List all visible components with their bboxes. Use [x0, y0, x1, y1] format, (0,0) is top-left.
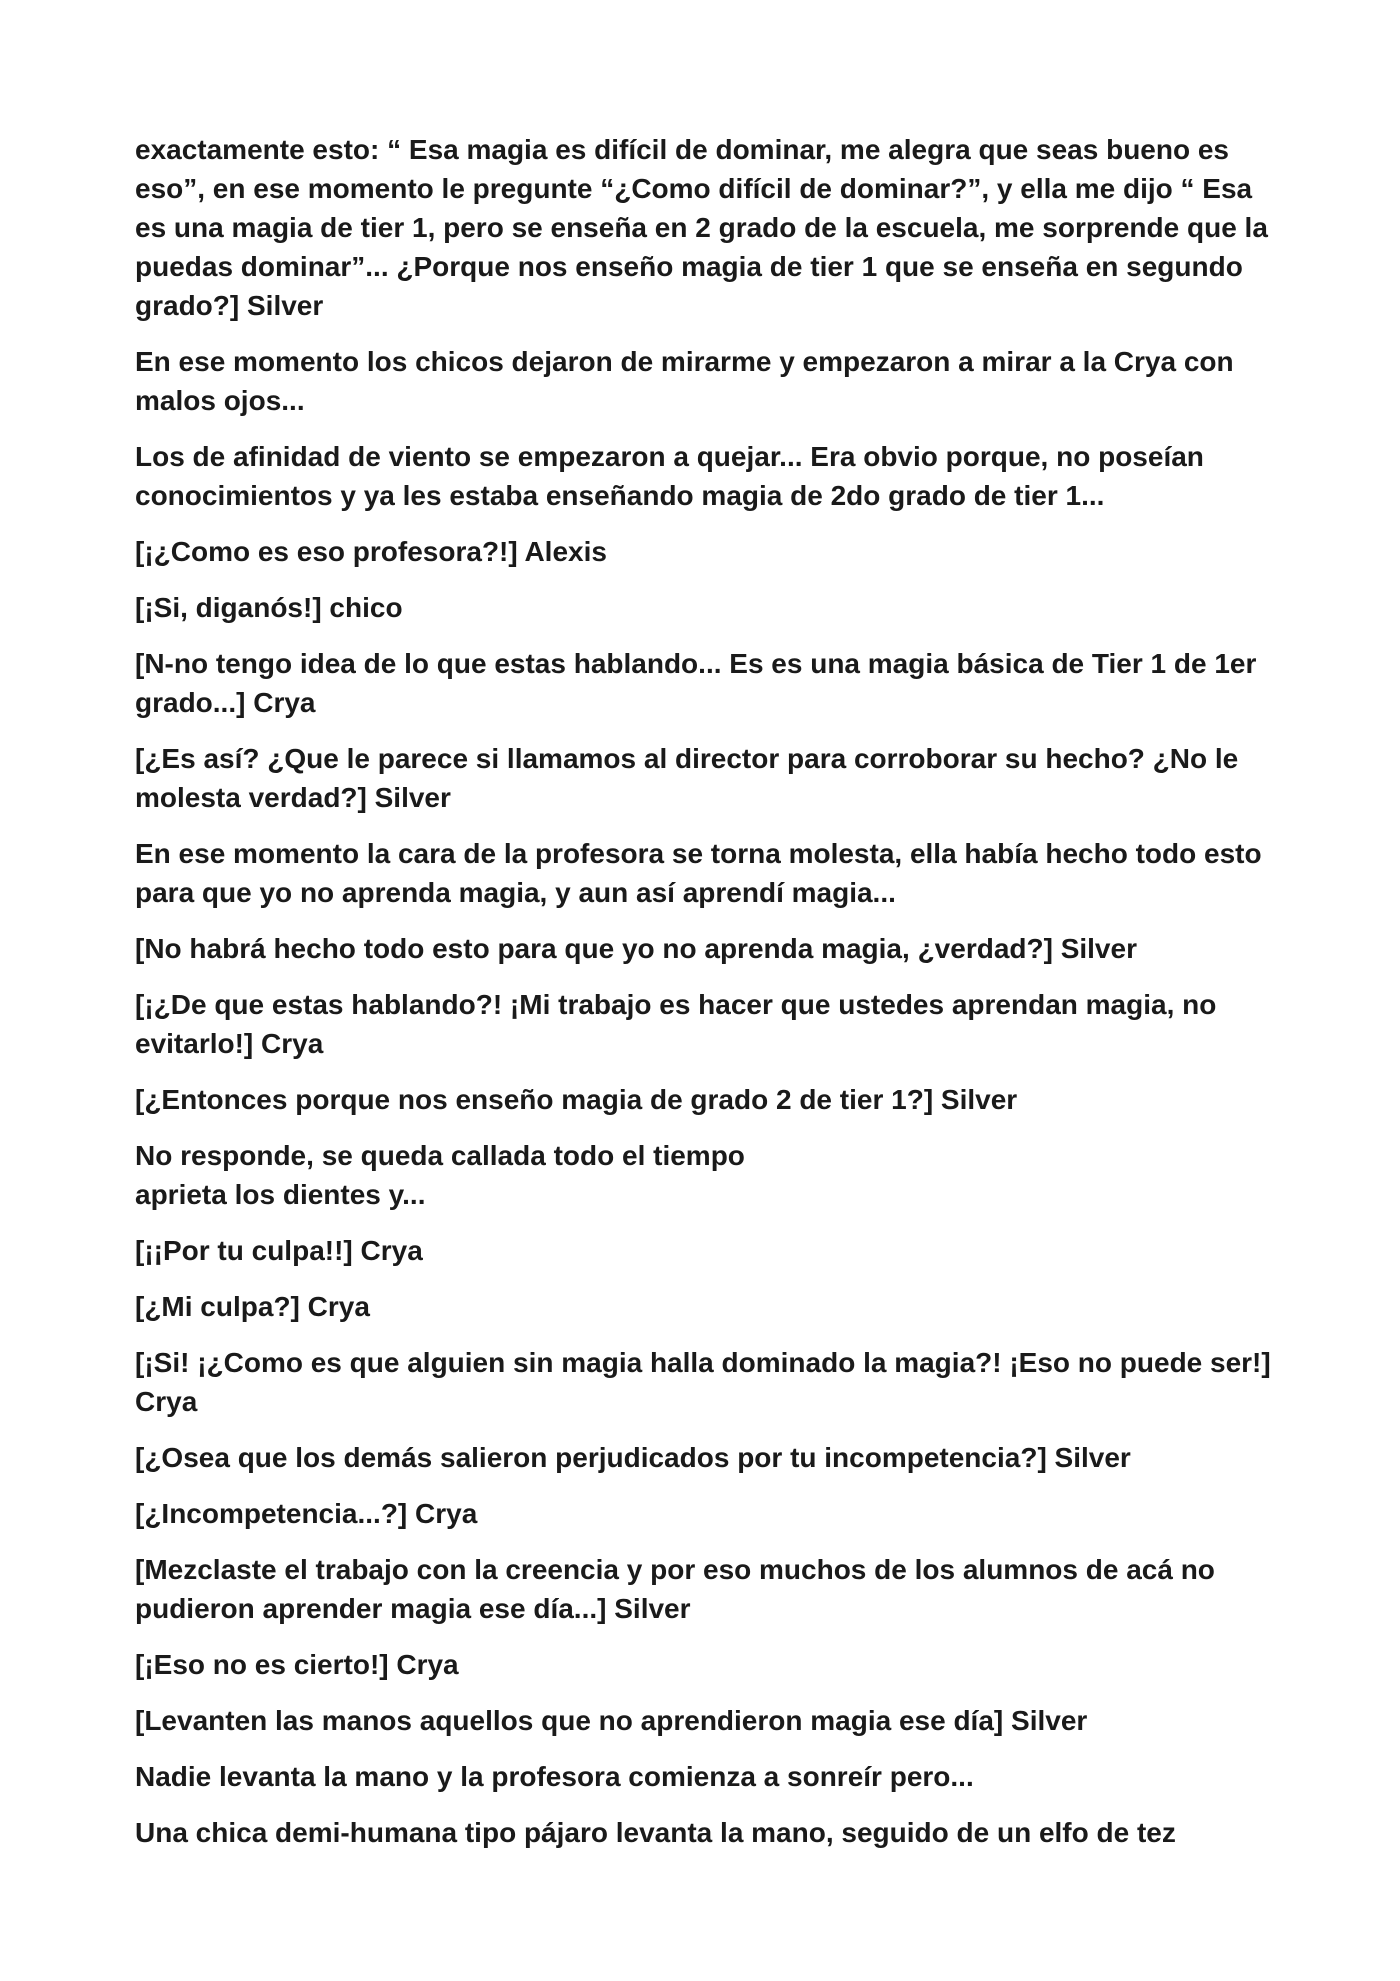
- document-body: [135, 130, 1275, 1869]
- paragraph: [Levanten las manos aquellos que no aprendieron magia ese día] Silver: [135, 1705, 1088, 1736]
- paragraph: [¿Osea que los demás salieron perjudicados por tu incompetencia?] Silver: [135, 1442, 1131, 1473]
- paragraph: [¡¡Por tu culpa!!] Crya: [135, 1235, 423, 1266]
- paragraph: [¡Eso no es cierto!] Crya: [135, 1649, 459, 1680]
- paragraph: [N-no tengo idea de lo que estas hablando... Es es una magia básica de Tier 1 de 1er grado...] Crya: [135, 648, 1257, 718]
- paragraph: [¡¿De que estas hablando?! ¡Mi trabajo es hacer que ustedes aprendan magia, no evitarlo!] Crya: [135, 989, 1217, 1059]
- paragraph: No responde, se queda callada todo el tiempo aprieta los dientes y...: [135, 1140, 745, 1210]
- paragraph: [¡Si, diganós!] chico: [135, 592, 403, 623]
- paragraph: [¿Entonces porque nos enseño magia de grado 2 de tier 1?] Silver: [135, 1084, 1018, 1115]
- paragraph: En ese momento los chicos dejaron de mirarme y empezaron a mirar a la Crya con malos ojos...: [135, 346, 1234, 416]
- paragraph: Nadie levanta la mano y la profesora comienza a sonreír pero...: [135, 1761, 974, 1792]
- paragraph: Una chica demi-humana tipo pájaro levanta la mano, seguido de un elfo de tez: [135, 1817, 1176, 1848]
- paragraph: [No habrá hecho todo esto para que yo no aprenda magia, ¿verdad?] Silver: [135, 933, 1137, 964]
- paragraph: [¿Mi culpa?] Crya: [135, 1291, 370, 1322]
- paragraph: Los de afinidad de viento se empezaron a quejar... Era obvio porque, no poseían conocimientos y ya les estaba enseñando magia de 2do grado de tier 1...: [135, 441, 1204, 511]
- paragraph: [¿Es así? ¿Que le parece si llamamos al director para corroborar su hecho? ¿No le molesta verdad?] Silver: [135, 743, 1239, 813]
- paragraph: exactamente esto: “ Esa magia es difícil de dominar, me alegra que seas bueno es eso”, en ese momento le pregunte “¿Como difícil de dominar?”, y ella me dijo “ Esa es una magia de tier 1, pero se enseña en 2 grado de la escuela, me sorprende que la puedas dominar”... ¿Porque nos enseño magia de tier 1 que se enseña en segundo grado?] Silver: [135, 134, 1268, 321]
- paragraph: [¿Incompetencia...?] Crya: [135, 1498, 478, 1529]
- paragraph: [¡¿Como es eso profesora?!] Alexis: [135, 536, 607, 567]
- paragraph: [¡Si! ¡¿Como es que alguien sin magia halla dominado la magia?! ¡Eso no puede ser!] Crya: [135, 1347, 1271, 1417]
- paragraph: [Mezclaste el trabajo con la creencia y por eso muchos de los alumnos de acá no pudieron aprender magia ese día...] Silver: [135, 1554, 1215, 1624]
- paragraph: En ese momento la cara de la profesora se torna molesta, ella había hecho todo esto para que yo no aprenda magia, y aun así aprendí magia...: [135, 838, 1262, 908]
